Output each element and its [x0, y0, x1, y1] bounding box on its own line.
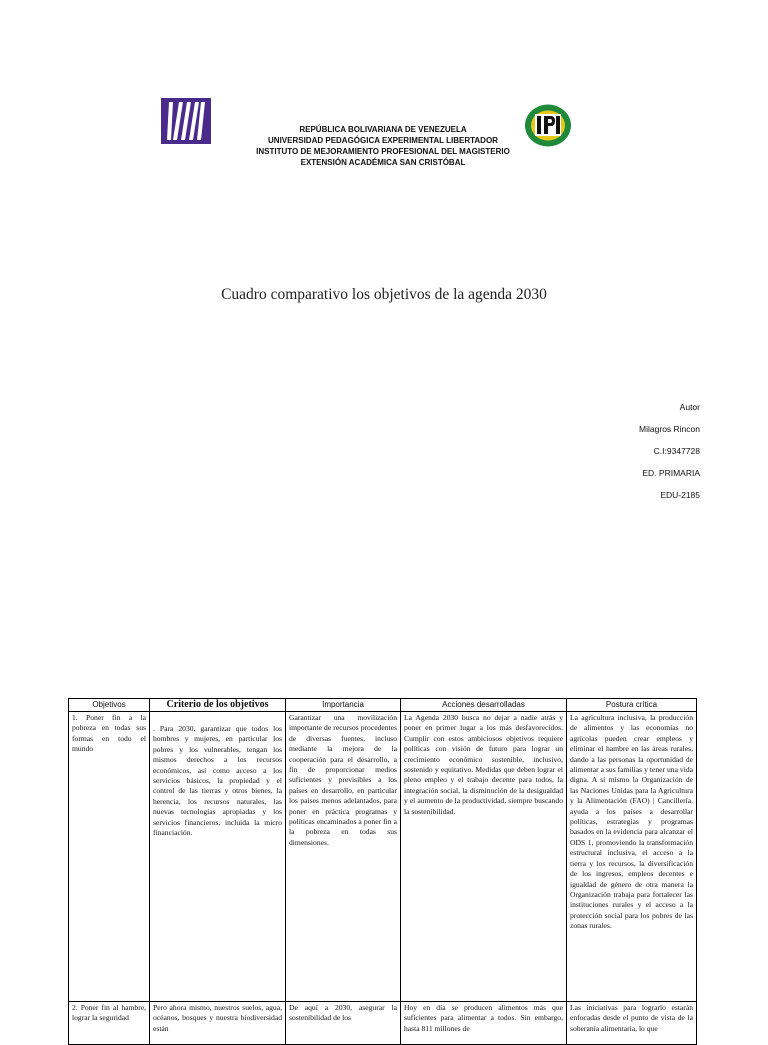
author-block: [639, 401, 700, 511]
header-line-3: INSTITUTO DE MEJORAMIENTO PROFESIONAL DEL MAGISTERIO: [256, 147, 510, 156]
table-row: [69, 712, 697, 1002]
ipmp-logo: [523, 103, 573, 148]
institution-header: [200, 124, 566, 168]
header-line-1: REPÚBLICA BOLIVARIANA DE VENEZUELA: [299, 125, 467, 134]
header-line-2: UNIVERSIDAD PEDAGÓGICA EXPERIMENTAL LIBERTADOR: [268, 136, 498, 145]
author-ci: C.I:9347728: [653, 446, 700, 456]
cell-postura: La agricultura inclusiva, la producción de alimentos y las economías no agrícolas pueden crear empleos y eliminar el hambre en las áreas rurales, dando a las personas la oportunidad de alimentar a sus familias y tener una vida digna. A sí mismo la Organización de las Naciones Unidas para la Agricultura y la Alimentación (FAO) | Cancillería. ayuda a los países a desarrollar políticas, estrategias y programas basados en la evidencia para alcanzar el ODS 1, promoviendo la transformación estructural inclusiva, el acceso a la tierra y los recursos, la diversificación de los ingresos, empleos decentes e igualdad de género de otra manera la Organización trabaja para fortalecer las instituciones rurales y el acceso a la protección social para los pobres de las zonas rurales.: [567, 712, 697, 1002]
cell-criterio: Pero ahora mismo, nuestros suelos, agua, océanos, bosques y nuestra biodiversidad están: [150, 1002, 286, 1045]
cell-acciones: Hoy en día se producen alimentos más que suficientes para alimentar a todos. Sin embargo, hasta 811 millones de: [401, 1002, 567, 1045]
cell-objetivo: 2. Poner fin al hambre, lograr la seguridad: [69, 1002, 150, 1045]
cell-criterio: . Para 2030, garantizar que todos los hombres y mujeres, en particular los pobres y los vulnerables, tengan los mismos derechos a los recursos económicos, así como acceso a los servicios básicos, la propiedad y el control de las tierras y otros bienes, la herencia, los recursos naturales, las nuevas tecnologías apropiadas y los servicios financieros, incluida la micro financiación.: [150, 712, 286, 1002]
header-acciones: Acciones desarrolladas: [401, 699, 567, 712]
comparison-table-wrapper: [68, 698, 696, 1045]
table-row: [69, 1002, 697, 1045]
cell-postura: Las iniciativas para lograrlo estarán enfocadas desde el punto de vista de la soberanía alimentaria, lo que: [567, 1002, 697, 1045]
cell-importancia: Garantizar una movilización importante de recursos procedentes de diversas fuentes, incluso mediante la mejora de la cooperación para el desarrollo, a fin de proporcionar medios suficientes y previsibles a los países en desarrollo, en particular los países menos adelantados, para poner en práctica programas y políticas encaminados a poner fin a la pobreza en todas sus dimensiones.: [286, 712, 401, 1002]
header-criterio: Criterio de los objetivos: [150, 699, 286, 712]
cell-acciones: La Agenda 2030 busca no dejar a nadie atrás y poner en primer lugar a los más desfavorecidos. Cumplir con estos ambiciosos objetivos requiere políticas con visión de futuro para lograr un crecimiento económico sostenible, inclusivo, sostenido y equitativo. Medidas que deben lograr el pleno empleo y el trabajo decente para todos, la integración social, la disminución de la desigualdad y el aumento de la productividad, siempre buscando la sostenibilidad.: [401, 712, 567, 1002]
author-label: Autor: [679, 402, 700, 412]
table-header-row: [69, 699, 697, 712]
cell-objetivo: 1. Poner fin a la pobreza en todas sus formas en todo el mundo: [69, 712, 150, 1002]
comparison-table: [68, 698, 697, 1045]
document-title: Cuadro comparativo los objetivos de la agenda 2030: [221, 286, 547, 303]
header-importancia: Importancia: [286, 699, 401, 712]
author-name: Milagros Rincon: [639, 424, 700, 434]
author-program: ED. PRIMARIA: [642, 468, 700, 478]
header-postura: Postura crítica: [567, 699, 697, 712]
header-objetivos: Objetivos: [69, 699, 150, 712]
ipmp-logo-graphic: [523, 103, 573, 148]
header-line-4: EXTENSIÓN ACADÉMICA SAN CRISTÓBAL: [300, 158, 466, 167]
cell-importancia: De aquí a 2030, asegurar la sostenibilidad de los: [286, 1002, 401, 1045]
author-code: EDU-2185: [660, 490, 700, 500]
